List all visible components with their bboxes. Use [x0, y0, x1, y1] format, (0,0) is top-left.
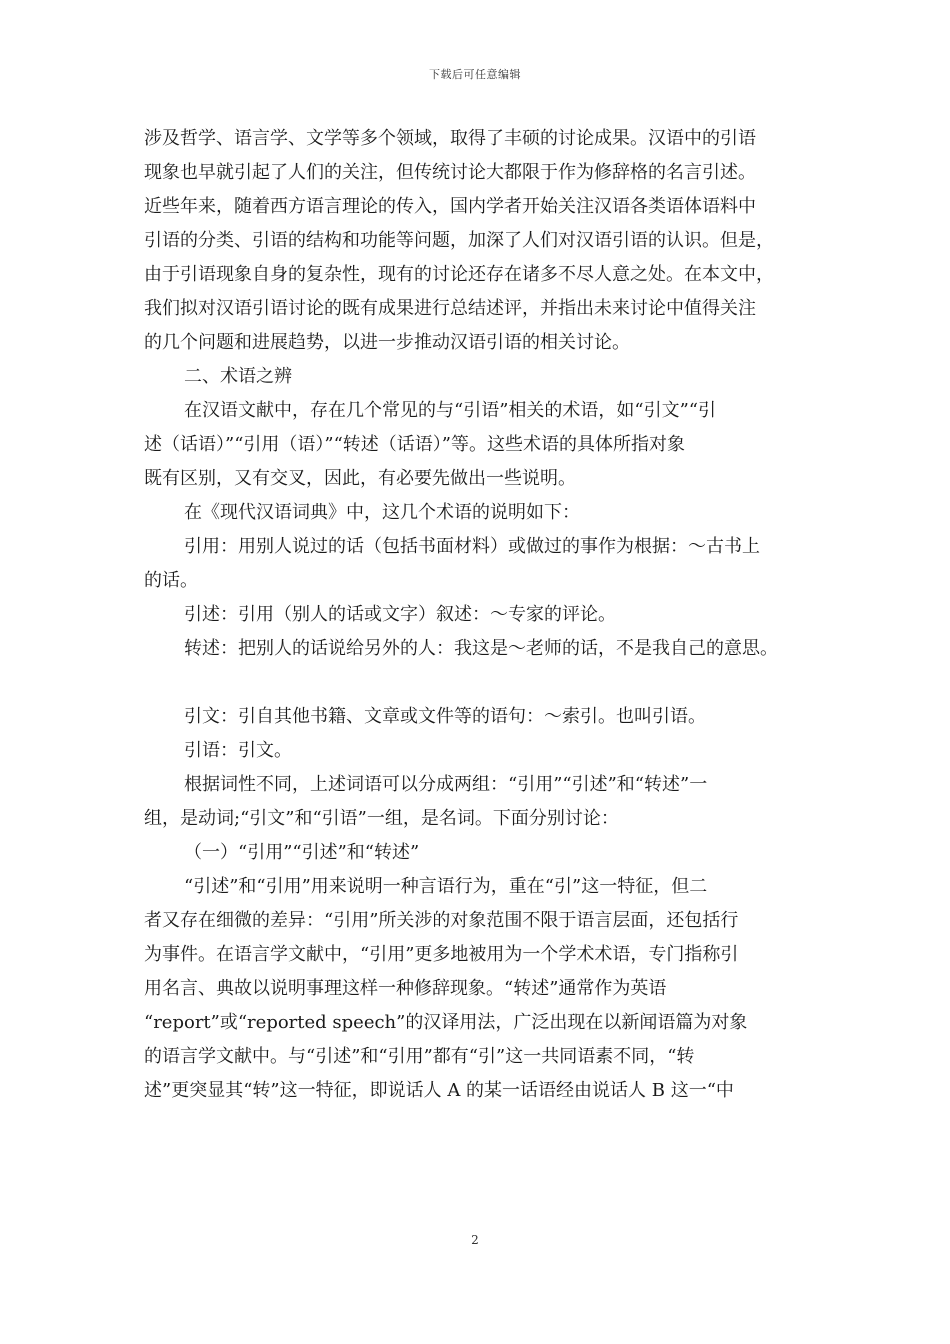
paragraph-line: 者又存在细微的差异：“引用”所关涉的对象范围不限于语言层面，还包括行 — [144, 910, 739, 931]
section-heading: 二、术语之辨 — [184, 366, 292, 387]
subsection-heading: （一）“引用”“引述”和“转述” — [184, 842, 420, 863]
paragraph-line: 现象也早就引起了人们的关注，但传统讨论大都限于作为修辞格的名言引述。 — [144, 162, 756, 183]
paragraph-line: 引语的分类、引语的结构和功能等问题，加深了人们对汉语引语的认识。但是， — [144, 230, 774, 251]
definition-line: 引文：引自其他书籍、文章或文件等的语句：～索引。也叫引语。 — [184, 706, 706, 727]
paragraph-line: 述（话语）”“引用（语）”“转述（话语）”等。这些术语的具体所指对象 — [144, 434, 686, 455]
paragraph-line: 由于引语现象自身的复杂性，现有的讨论还存在诸多不尽人意之处。在本文中， — [144, 264, 774, 285]
definition-line: 的话。 — [144, 570, 198, 591]
paragraph-line: 组，是动词;“引文”和“引语”一组，是名词。下面分别讨论： — [144, 808, 619, 829]
definition-line: 引述：引用（别人的话或文字）叙述：～专家的评论。 — [184, 604, 616, 625]
definition-line: 引用：用别人说过的话（包括书面材料）或做过的事作为根据：～古书上 — [184, 536, 760, 557]
paragraph-line: 的语言学文献中。与“引述”和“引用”都有“引”这一共同语素不同，“转 — [144, 1046, 695, 1067]
paragraph-line: 根据词性不同，上述词语可以分成两组：“引用”“引述”和“转述”一 — [184, 774, 708, 795]
page-header: 下载后可任意编辑 — [429, 68, 521, 81]
paragraph-line: 我们拟对汉语引语讨论的既有成果进行总结述评，并指出未来讨论中值得关注 — [144, 298, 756, 319]
paragraph-line: 的几个问题和进展趋势，以进一步推动汉语引语的相关讨论。 — [144, 332, 630, 353]
paragraph-line: 既有区别，又有交叉，因此，有必要先做出一些说明。 — [144, 468, 576, 489]
definition-line: 转述：把别人的话说给另外的人：我这是～老师的话，不是我自己的意思。 — [184, 638, 778, 659]
paragraph-line: “引述”和“引用”用来说明一种言语行为，重在“引”这一特征，但二 — [184, 876, 708, 897]
blank-line — [144, 666, 808, 700]
paragraph-line: 在《现代汉语词典》中，这几个术语的说明如下： — [184, 502, 580, 523]
paragraph-line: “report”或“reported speech”的汉译用法，广泛出现在以新闻语篇为对象 — [144, 1012, 748, 1033]
paragraph-line: 述”更突显其“转”这一特征，即说话人 A 的某一话语经由说话人 B 这一“中 — [144, 1080, 734, 1101]
document-body — [144, 122, 808, 1108]
paragraph-line: 用名言、典故以说明事理这样一种修辞现象。“转述”通常作为英语 — [144, 978, 667, 999]
page-number: 2 — [471, 1233, 479, 1247]
paragraph-line: 为事件。在语言学文献中，“引用”更多地被用为一个学术术语，专门指称引 — [144, 944, 739, 965]
definition-line: 引语：引文。 — [184, 740, 292, 761]
paragraph-line: 近些年来，随着西方语言理论的传入，国内学者开始关注汉语各类语体语料中 — [144, 196, 756, 217]
paragraph-line: 涉及哲学、语言学、文学等多个领域，取得了丰硕的讨论成果。汉语中的引语 — [144, 128, 756, 149]
paragraph-line: 在汉语文献中，存在几个常见的与“引语”相关的术语，如“引文”“引 — [184, 400, 717, 421]
